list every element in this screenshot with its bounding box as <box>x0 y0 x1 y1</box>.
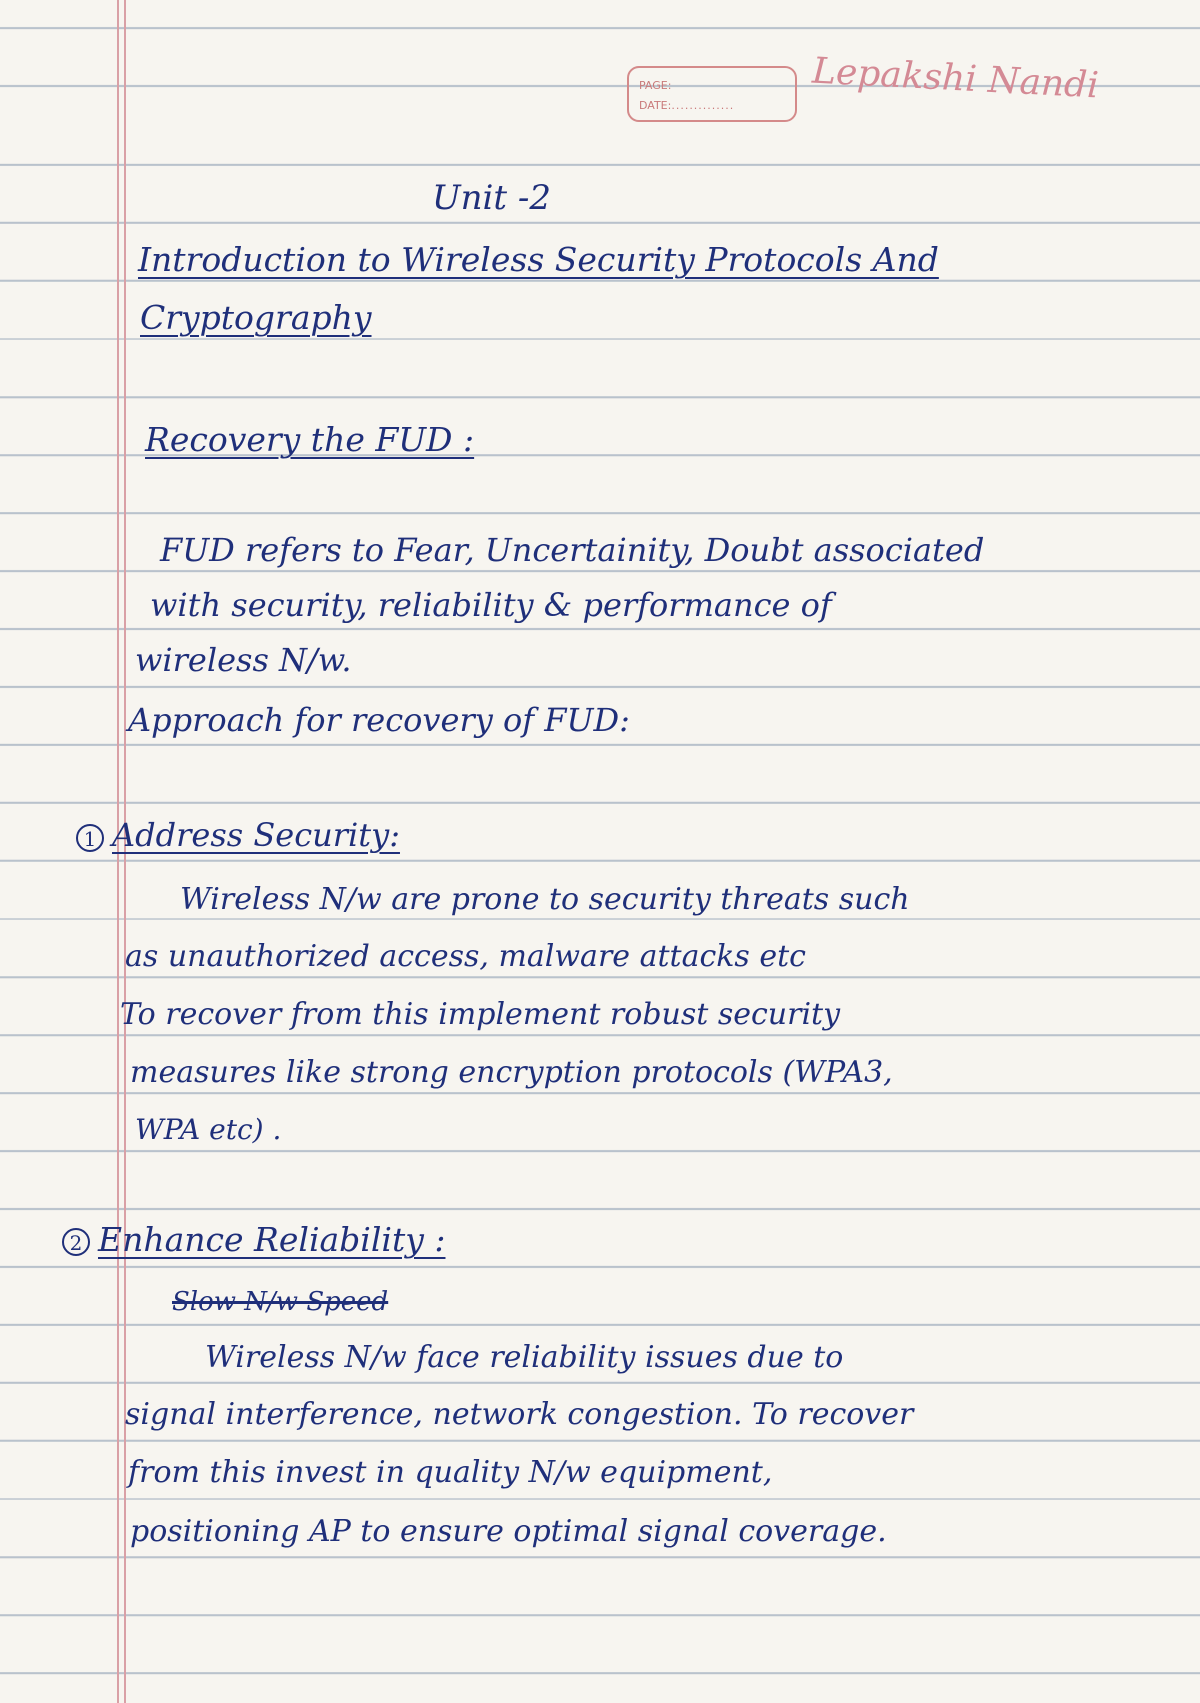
unit-title: Unit -2 <box>432 178 552 218</box>
date-field <box>639 96 795 116</box>
section-2-heading <box>62 1220 445 1260</box>
approach-heading: Approach for recovery of FUD: <box>128 701 630 739</box>
section-1-line-1: Wireless N/w are prone to security threats such <box>180 882 910 917</box>
section-2-number: 2 <box>62 1228 90 1256</box>
section-1-number: 1 <box>76 824 104 852</box>
section-2-line-3: from this invest in quality N/w equipment, <box>128 1455 773 1490</box>
section-1-line-4: measures like strong encryption protocols (WPA3, <box>130 1055 893 1090</box>
struck-text: Slow N/w Speed <box>172 1287 389 1317</box>
chapter-title-line-2: Cryptography <box>140 298 372 337</box>
section-1-line-2: as unauthorized access, malware attacks etc <box>125 939 806 974</box>
section-2-line-1: Wireless N/w face reliability issues due to <box>205 1340 844 1375</box>
page-date-box <box>627 66 797 122</box>
section-1-heading <box>76 815 400 855</box>
intro-line-3: wireless N/w. <box>135 641 352 679</box>
section-2-title: Enhance Reliability : <box>98 1220 446 1259</box>
topic-heading: Recovery the FUD : <box>145 420 475 459</box>
date-label: DATE: <box>639 99 672 112</box>
section-1-line-3: To recover from this implement robust security <box>120 997 841 1032</box>
section-2-line-4: positioning AP to ensure optimal signal coverage. <box>130 1514 887 1549</box>
intro-line-1: FUD refers to Fear, Uncertainity, Doubt associated <box>160 531 985 569</box>
signature: Lepakshi Nandi <box>811 50 1100 107</box>
page-label: PAGE: <box>639 79 672 92</box>
chapter-title-line-1: Introduction to Wireless Security Protocols And <box>138 240 939 279</box>
section-1-title: Address Security: <box>112 816 400 854</box>
intro-line-2: with security, reliability & performance of <box>150 586 832 624</box>
section-2-line-2: signal interference, network congestion. To recover <box>125 1397 914 1432</box>
section-1-line-5: WPA etc) . <box>135 1113 282 1146</box>
date-dots: .............. <box>671 99 735 112</box>
